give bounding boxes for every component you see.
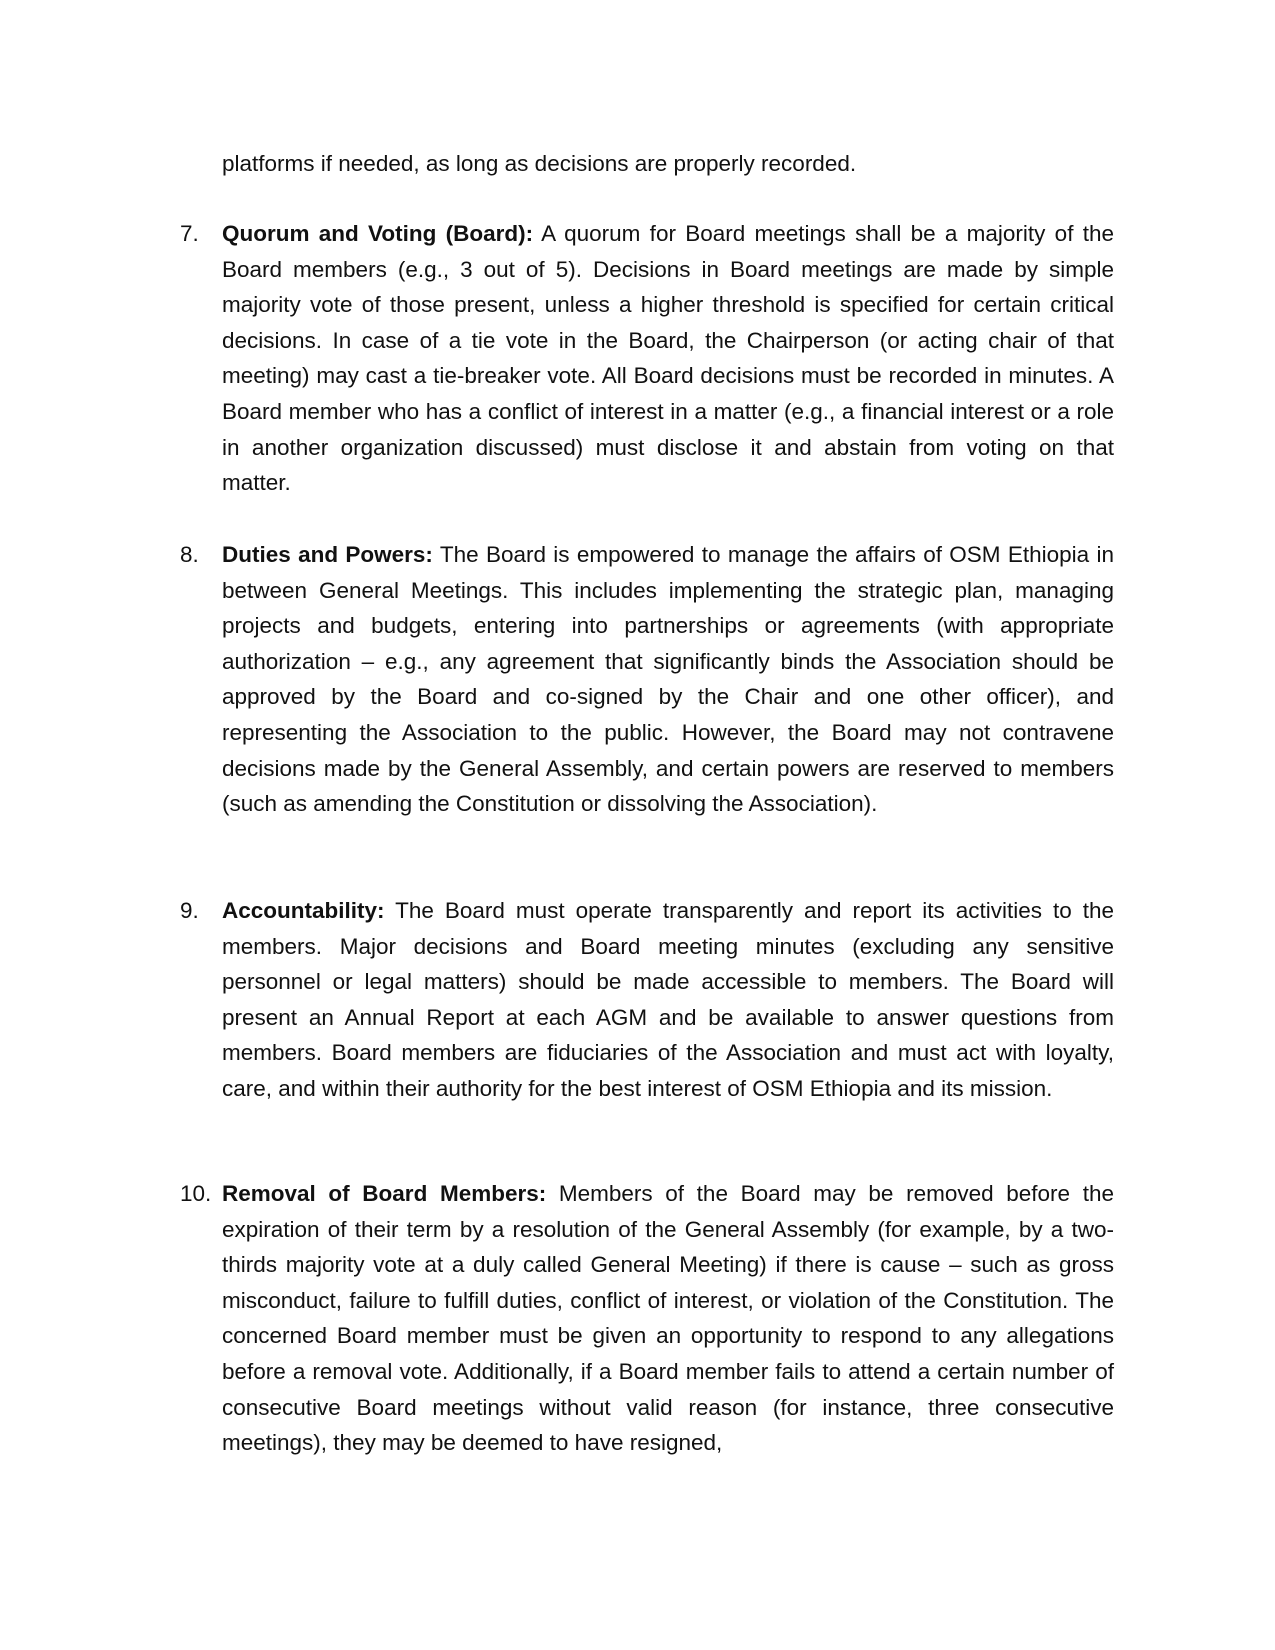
list-item-10 <box>180 1176 1114 1461</box>
item-number: 10. <box>180 1181 212 1206</box>
item-number: 7. <box>180 221 199 246</box>
item-title: Duties and Powers: <box>222 542 433 567</box>
item-title: Quorum and Voting (Board): <box>222 221 534 246</box>
item-body <box>222 216 1114 501</box>
item-body <box>222 1176 1114 1461</box>
item-title: Accountability: <box>222 898 385 923</box>
item-number: 8. <box>180 542 199 567</box>
list-item-7 <box>180 216 1114 501</box>
item-text: The Board must operate transparently and report its activities to the members. Major decisions and Board meeting minutes (excluding any sensitive personnel or legal matters) should be made accessible to members. The Board will present an Annual Report at each AGM and be available to answer questions from members. Board members are fiduciaries of the Association and must act with loyalty, care, and within their authority for the best interest of OSM Ethiopia and its mission. <box>222 898 1114 1101</box>
item-text: A quorum for Board meetings shall be a majority of the Board members (e.g., 3 out of 5). Decisions in Board meetings are made by simple majority vote of those present, unless a higher threshold is specified for certain critical decisions. In case of a tie vote in the Board, the Chairperson (or acting chair of that meeting) may cast a tie-breaker vote. All Board decisions must be recorded in minutes. A Board member who has a conflict of interest in a matter (e.g., a financial interest or a role in another organization discussed) must disclose it and abstain from voting on that matter. <box>222 221 1114 496</box>
list-item-9 <box>180 893 1114 1107</box>
item-number: 9. <box>180 898 199 923</box>
item-title: Removal of Board Members: <box>222 1181 547 1206</box>
item-text: Members of the Board may be removed before the expiration of their term by a resolution of the General Assembly (for example, by a two-thirds majority vote at a duly called General Meeting) if there is cause – such as gross misconduct, failure to fulfill duties, conflict of interest, or violation of the Constitution. The concerned Board member must be given an opportunity to respond to any allegations before a removal vote. Additionally, if a Board member fails to attend a certain number of consecutive Board meetings without valid reason (for instance, three consecutive meetings), they may be deemed to have resigned, <box>222 1181 1114 1456</box>
list-item-8 <box>180 537 1114 822</box>
item-body <box>222 537 1114 822</box>
continuation-paragraph: platforms if needed, as long as decisions are properly recorded. <box>222 151 857 176</box>
item-text: The Board is empowered to manage the affairs of OSM Ethiopia in between General Meetings. This includes implementing the strategic plan, managing projects and budgets, entering into partnerships or agreements (with appropriate authorization – e.g., any agreement that significantly binds the Association should be approved by the Board and co-signed by the Chair and one other officer), and representing the Association to the public. However, the Board may not contravene decisions made by the General Assembly, and certain powers are reserved to members (such as amending the Constitution or dissolving the Association). <box>222 542 1115 817</box>
item-body <box>222 893 1114 1107</box>
